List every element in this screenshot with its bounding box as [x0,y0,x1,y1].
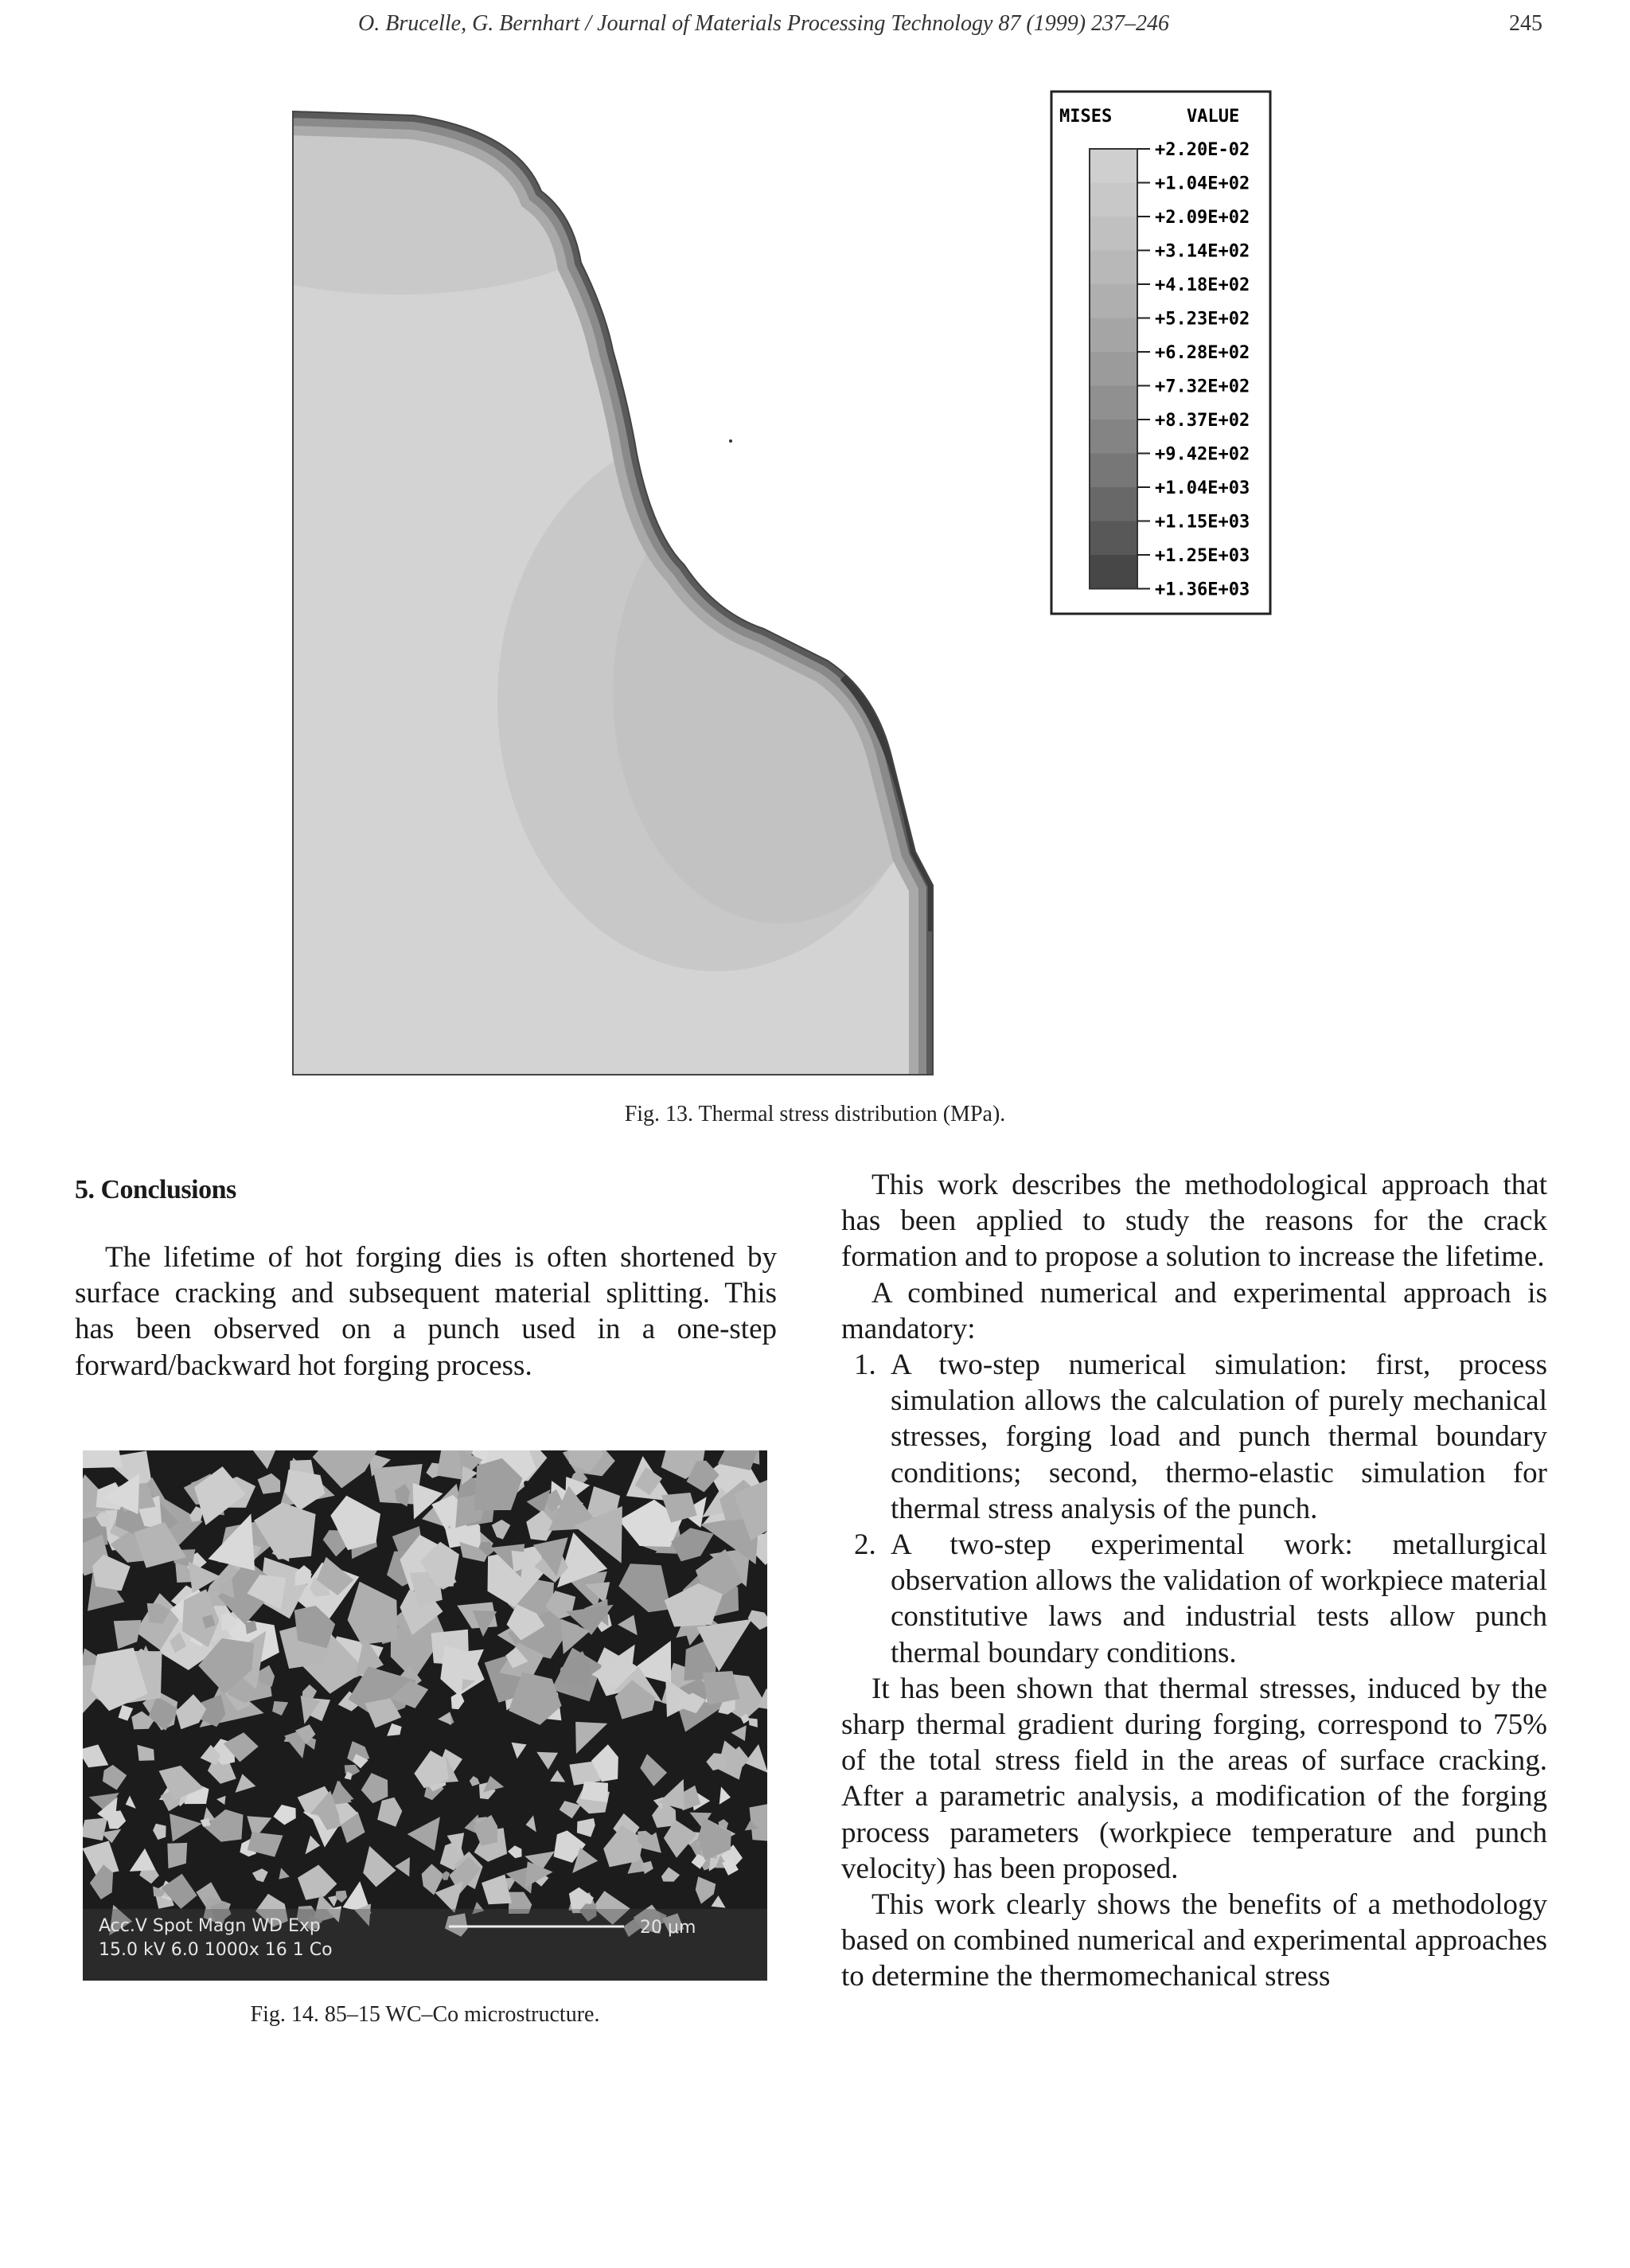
legend-value: +4.18E+02 [1155,275,1250,295]
legend-swatch [1090,420,1137,454]
figure-14-caption: Fig. 14. 85–15 WC–Co microstructure. [250,2002,600,2027]
legend-swatch [1090,217,1137,251]
stress-legend [1051,92,1270,614]
legend-value: +7.32E+02 [1155,377,1250,397]
legend-swatch [1090,521,1137,556]
right-paragraph-3: It has been shown that thermal stresses, induced by the sharp thermal gradient during forging, correspond to 75% of the total stress field in the areas of surface cracking. After a parametric analysis, a modification of the forging process parameters (workpiece temperature and punch velocity) has been proposed. [841,1672,1547,1885]
legend-swatch [1090,454,1137,488]
legend-value: +9.42E+02 [1155,444,1250,465]
list-text: A two-step experimental work: metallurgical observation allows the validation of workpiece material constitutive laws and industrial tests allow punch thermal boundary conditions. [891,1528,1547,1669]
microstructure-image [83,1450,767,1981]
legend-title-left: MISES [1059,107,1113,127]
legend-value: +3.14E+02 [1155,241,1250,262]
page-number: 245 [1509,11,1542,36]
legend-swatch [1090,487,1137,521]
legend-swatch [1090,183,1137,217]
scale-bar-label: 20 μm [640,1918,696,1938]
running-head: O. Brucelle, G. Bernhart / Journal of Materials Processing Technology 87 (1999) 237–246 [358,11,1170,36]
left-paragraph: The lifetime of hot forging dies is often shortened by surface cracking and subsequent material splitting. This has been observed on a punch used in a one-step forward/backward hot forging process. [75,1241,777,1382]
legend-value: +1.15E+03 [1155,512,1250,533]
left-column [75,1239,777,1384]
right-paragraph-1: This work describes the methodological approach that has been applied to study the reasons for the crack formation and to propose a solution to increase the lifetime. [841,1169,1547,1274]
sem-overlay-bottom: 15.0 kV 6.0 1000x 16 1 Co [99,1940,333,1960]
list-number: 1. [854,1349,876,1382]
right-paragraph-2: A combined numerical and experimental approach is mandatory: [841,1276,1547,1345]
figure-13-caption: Fig. 13. Thermal stress distribution (MPa). [624,1102,1006,1126]
wc-grain [83,1450,123,1468]
legend-value: +2.20E-02 [1155,140,1250,160]
legend-value: +6.28E+02 [1155,343,1250,363]
legend-swatch [1090,251,1137,285]
legend-value: +8.37E+02 [1155,411,1250,431]
figure-14 [83,1450,767,1981]
section-heading: 5. Conclusions [75,1175,236,1204]
legend-swatch [1090,555,1137,589]
legend-value: +1.04E+02 [1155,174,1250,194]
list-number: 2. [854,1528,876,1562]
list-text: A two-step numerical simulation: first, process simulation allows the calculation of purely mechanical stresses, forging load and punch thermal boundary conditions; second, thermo-elastic simulation for thermal stress analysis of the punch. [891,1349,1547,1525]
legend-swatch [1090,318,1137,353]
list-item [841,1527,1547,1671]
legend-value: +1.36E+03 [1155,580,1250,600]
stress-contour-plot [287,88,1361,1083]
wc-grain [580,1782,608,1802]
legend-swatch [1090,352,1137,386]
legend-swatch [1090,386,1137,420]
figure-13 [287,88,1361,1083]
right-column [841,1167,1547,1995]
approach-list [841,1347,1547,1671]
sem-overlay-top: Acc.V Spot Magn WD Exp [99,1916,321,1936]
mesh-dot [729,439,732,443]
legend-value: +1.25E+03 [1155,546,1250,566]
list-item [841,1347,1547,1527]
legend-value: +5.23E+02 [1155,309,1250,330]
legend-value: +1.04E+03 [1155,478,1250,498]
legend-swatch [1090,284,1137,318]
legend-swatch [1090,149,1137,183]
legend-value: +2.09E+02 [1155,208,1250,228]
right-paragraph-4: This work clearly shows the benefits of a methodology based on combined numerical and experimental approaches to determine the thermomechanical stress [841,1888,1547,1993]
legend-title-right: VALUE [1187,107,1240,127]
